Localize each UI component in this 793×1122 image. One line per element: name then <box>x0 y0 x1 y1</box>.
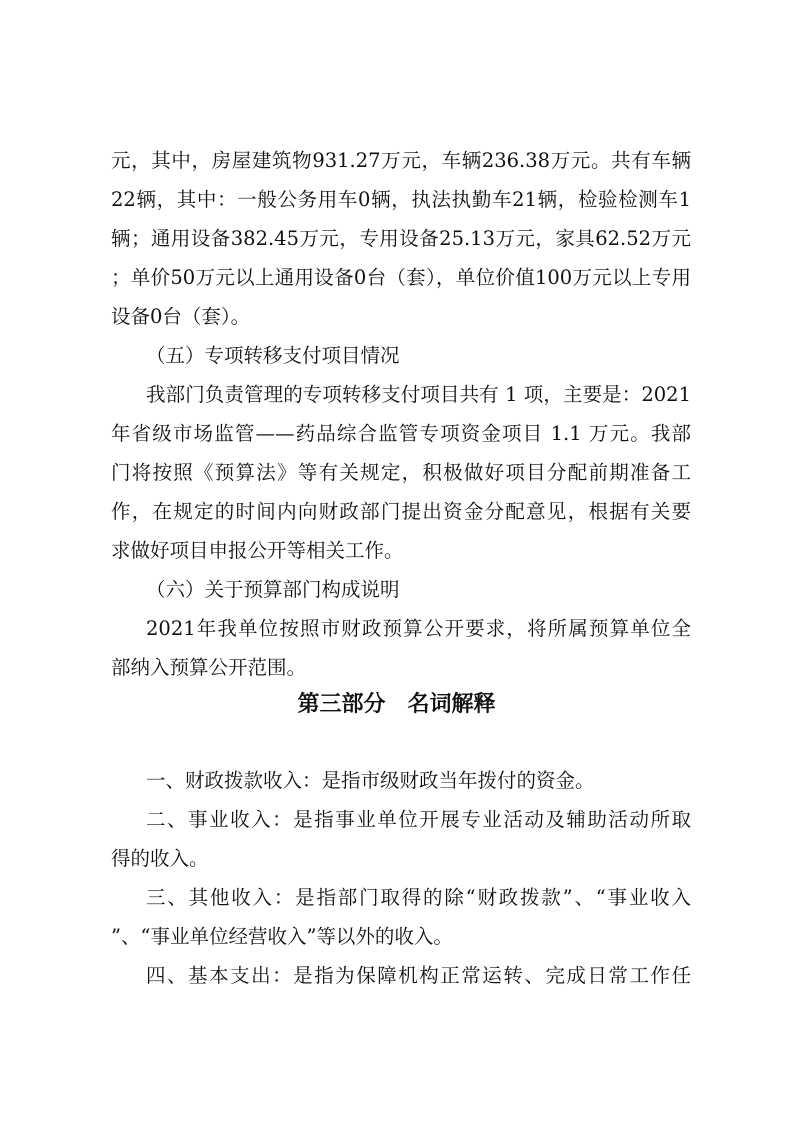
term-2-line-1: 二、事业收入：是指事业单位开展专业活动及辅助活动所取 <box>146 808 691 831</box>
assets-paragraph-line-1: 元，其中，房屋建筑物931.27万元，车辆236.38万元。共有车辆 <box>111 149 691 172</box>
assets-paragraph-line-3: 辆；通用设备382.45万元，专用设备25.13万元，家具62.52万元 <box>111 227 691 250</box>
section6-paragraph-line-2: 部纳入预算公开范围。 <box>111 656 307 679</box>
term-4-line-1: 四、基本支出：是指为保障机构正常运转、完成日常工作任 <box>146 964 691 987</box>
section5-paragraph-line-1: 我部门负责管理的专项转移支付项目共有 1 项，主要是：2021 <box>146 383 691 406</box>
section5-paragraph-line-5: 求做好项目申报公开等相关工作。 <box>111 539 404 562</box>
term-2-line-2: 得的收入。 <box>111 847 209 870</box>
section6-paragraph-line-1: 2021年我单位按照市财政预算公开要求，将所属预算单位全 <box>146 617 691 640</box>
part3-heading: 第三部分 名词解释 <box>297 692 496 717</box>
assets-paragraph-line-4: ；单价50万元以上通用设备0台（套），单位价值100万元以上专用 <box>111 266 691 289</box>
term-3-line-1: 三、其他收入：是指部门取得的除“财政拨款”、“事业收入 <box>146 886 691 909</box>
section5-paragraph-line-3: 门将按照《预算法》等有关规定，积极做好项目分配前期准备工 <box>111 461 691 484</box>
term-3-line-2: ”、“事业单位经营收入”等以外的收入。 <box>111 925 453 948</box>
assets-paragraph-line-2: 22辆，其中：一般公务用车0辆，执法执勤车21辆，检验检测车1 <box>111 188 691 211</box>
section5-title: （五）专项转移支付项目情况 <box>146 344 400 367</box>
assets-paragraph-line-5: 设备0台（套）。 <box>111 305 251 328</box>
term-1-line-1: 一、财政拨款收入：是指市级财政当年拨付的资金。 <box>146 769 595 792</box>
section5-paragraph-line-2: 年省级市场监管——药品综合监管专项资金项目 1.1 万元。我部 <box>111 422 691 445</box>
section6-title: （六）关于预算部门构成说明 <box>146 578 400 601</box>
section5-paragraph-line-4: 作，在规定的时间内向财政部门提出资金分配意见，根据有关要 <box>111 500 691 523</box>
